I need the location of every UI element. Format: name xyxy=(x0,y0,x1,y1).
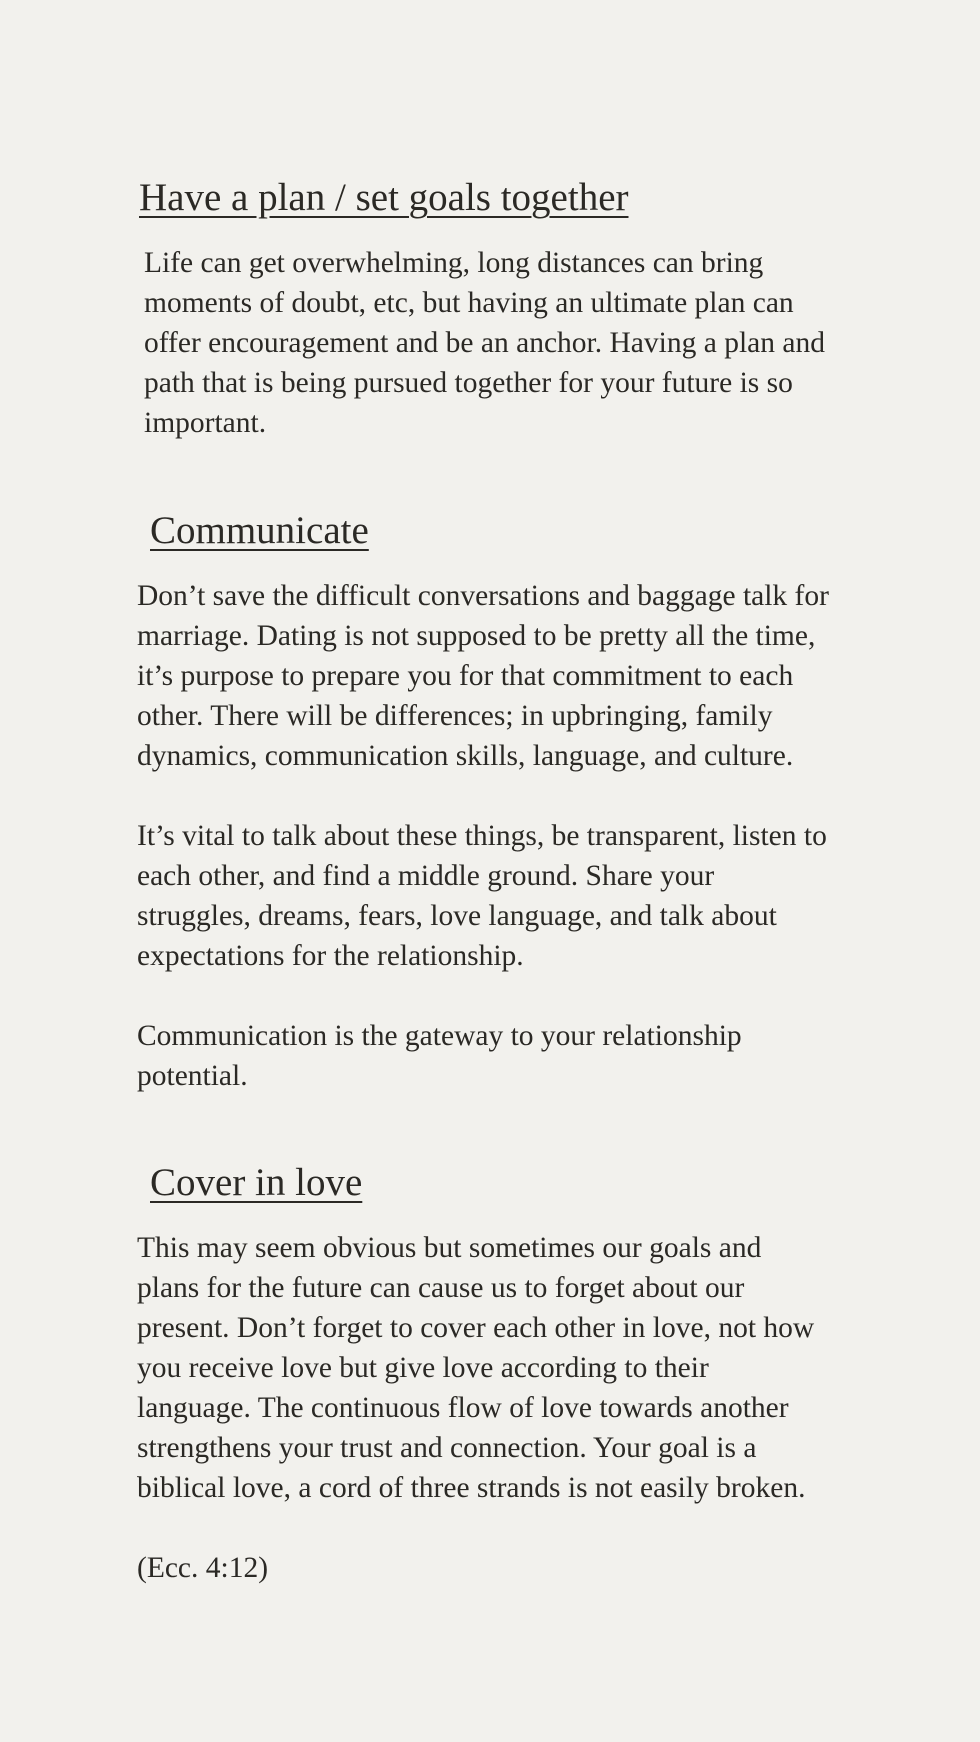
section-heading-plan-goals: Have a plan / set goals together xyxy=(139,176,629,219)
paragraph-communicate-1: Don’t save the difficult conversations and baggage talk for marriage. Dating is not supposed to be pretty all the time, it’s purpose to prepare you for that commitment to each other. There will be differences; in upbringing, family dynamics, communication skills, language, and culture. xyxy=(137,580,829,772)
paragraph-communicate-2: It’s vital to talk about these things, be transparent, listen to each other, and find a middle ground. Share your struggles, dreams, fears, love language, and talk about expectations for the relationship. xyxy=(137,820,827,972)
paragraph-communicate-3: Communication is the gateway to your relationship potential. xyxy=(137,1020,742,1092)
scripture-reference: (Ecc. 4:12) xyxy=(137,1552,269,1584)
paragraph-plan-goals: Life can get overwhelming, long distances can bring moments of doubt, etc, but having an ultimate plan can offer encouragement and be an anchor. Having a plan and path that is being pursued together for your future is so important. xyxy=(144,247,825,439)
section-heading-cover-in-love: Cover in love xyxy=(150,1161,363,1204)
paragraph-cover-in-love: This may seem obvious but sometimes our goals and plans for the future can cause us to forget about our present. Don’t forget to cover each other in love, not how you receive love but give love according to their language. The continuous flow of love towards another strengthens your trust and connection. Your goal is a biblical love, a cord of three strands is not easily broken. xyxy=(137,1232,815,1504)
section-heading-communicate: Communicate xyxy=(150,509,369,552)
